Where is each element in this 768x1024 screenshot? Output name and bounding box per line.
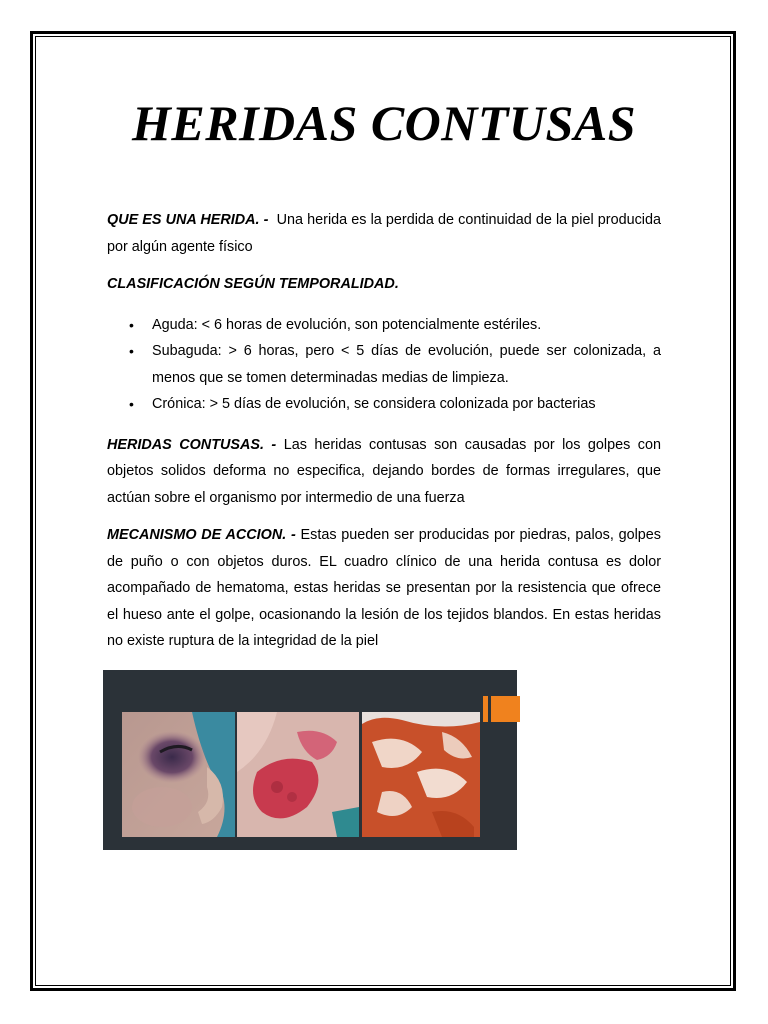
mecanismo-label: MECANISMO DE ACCION. - — [107, 527, 296, 543]
accent-bar — [488, 696, 520, 722]
list-item — [107, 338, 661, 391]
clasificacion-heading: CLASIFICACIÓN SEGÚN TEMPORALIDAD. — [107, 276, 399, 292]
bullet-icon: • — [129, 396, 134, 412]
mecanismo-paragraph — [107, 522, 661, 655]
clasificacion-list — [107, 312, 661, 418]
photo-skin-abrasion — [237, 712, 359, 837]
heridas-contusas-paragraph — [107, 432, 661, 512]
que-es-text: Una herida es la perdida de continuidad de la piel producida por algún agente físico — [107, 212, 661, 255]
document-body — [107, 207, 661, 666]
heridas-contusas-text: Las heridas contusas son causadas por los golpes con objetos solidos deforma no especifica, dejando bordes de formas irregulares, que actúan sobre el organismo por intermedio de una fuerza — [107, 436, 661, 506]
photo-face-bruise — [122, 712, 235, 837]
que-es-label: QUE ES UNA HERIDA. - — [107, 212, 269, 228]
que-es-paragraph — [107, 207, 661, 260]
bullet-icon: • — [129, 343, 134, 359]
list-item-text: Aguda: < 6 horas de evolución, son potencialmente estériles. — [152, 316, 542, 333]
list-item-text: Subaguda: > 6 horas, pero < 5 días de evolución, puede ser colonizada, a menos que se tomen determinadas medias de limpieza. — [152, 343, 661, 386]
list-item-text: Crónica: > 5 días de evolución, se considera colonizada por bacterias — [152, 396, 596, 412]
list-item — [107, 391, 661, 418]
bullet-icon: • — [129, 316, 134, 333]
list-item — [107, 312, 661, 339]
mecanismo-text: Estas pueden ser producidas por piedras, palos, golpes de puño o con objetos duros. EL cuadro clínico de una herida contusa es dolor acompañado de hematoma, estas heridas se presentan por la resistencia que ofrece el hueso ante el golpe, ocasionando la lesión de los tejidos blandos. En estas heridas no existe ruptura de la integridad de la piel — [107, 527, 661, 649]
photo-skin-lesion — [362, 712, 480, 837]
heridas-contusas-label: HERIDAS CONTUSAS. - — [107, 436, 277, 453]
document-title: HERIDAS CONTUSAS — [132, 95, 636, 151]
